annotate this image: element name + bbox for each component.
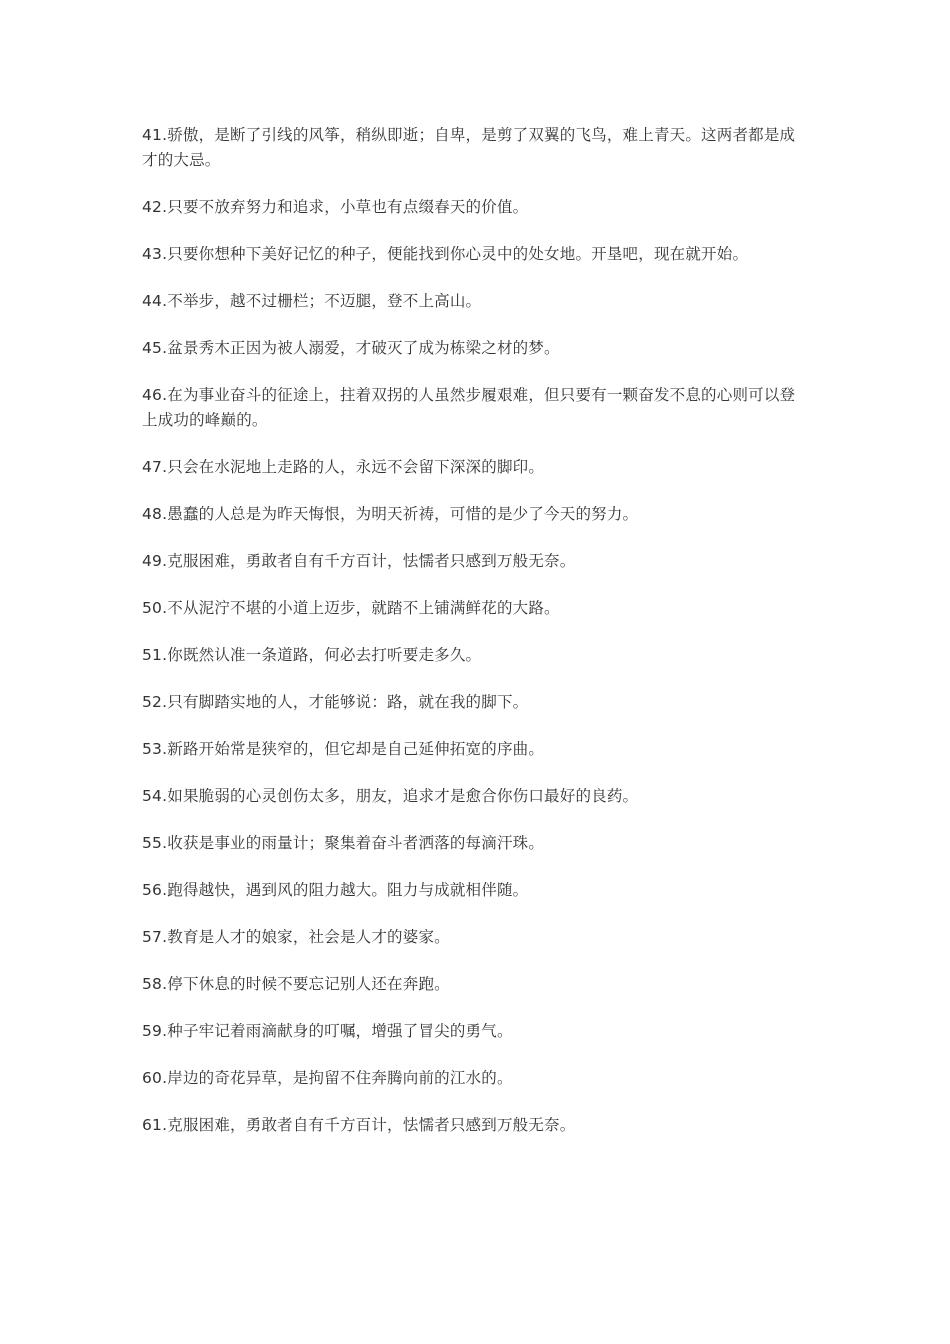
paragraph-41: 41.骄傲，是断了引线的风筝，稍纵即逝；自卑，是剪了双翼的飞鸟，难上青天。这两者都是成才的大忌。 <box>142 126 796 169</box>
paragraph-59: 59.种子牢记着雨滴献身的叮嘱，增强了冒尖的勇气。 <box>142 1022 513 1040</box>
paragraph-54: 54.如果脆弱的心灵创伤太多，朋友，追求才是愈合你伤口最好的良药。 <box>142 787 639 805</box>
paragraph-53: 53.新路开始常是狭窄的，但它却是自己延伸拓宽的序曲。 <box>142 740 545 758</box>
paragraph-49: 49.克服困难，勇敢者自有千方百计，怯懦者只感到万般无奈。 <box>142 552 576 570</box>
paragraph-51: 51.你既然认准一条道路，何必去打听要走多久。 <box>142 646 482 664</box>
paragraph-44: 44.不举步，越不过栅栏；不迈腿，登不上高山。 <box>142 292 482 310</box>
paragraph-60: 60.岸边的奇花异草，是拘留不住奔腾向前的江水的。 <box>142 1069 513 1087</box>
paragraph-43: 43.只要你想种下美好记忆的种子，便能找到你心灵中的处女地。开垦吧，现在就开始。 <box>142 245 749 263</box>
paragraph-57: 57.教育是人才的娘家，社会是人才的婆家。 <box>142 928 450 946</box>
paragraph-55: 55.收获是事业的雨量计；聚集着奋斗者洒落的每滴汗珠。 <box>142 834 545 852</box>
paragraph-46: 46.在为事业奋斗的征途上，拄着双拐的人虽然步履艰难，但只要有一颗奋发不息的心则可以登上成功的峰巅的。 <box>142 386 796 429</box>
paragraph-52: 52.只有脚踏实地的人，才能够说：路，就在我的脚下。 <box>142 693 529 711</box>
paragraph-58: 58.停下休息的时候不要忘记别人还在奔跑。 <box>142 975 450 993</box>
paragraph-48: 48.愚蠢的人总是为昨天悔恨，为明天祈祷，可惜的是少了今天的努力。 <box>142 505 639 523</box>
paragraph-42: 42.只要不放弃努力和追求，小草也有点缀春天的价值。 <box>142 198 529 216</box>
paragraph-61: 61.克服困难，勇敢者自有千方百计，怯懦者只感到万般无奈。 <box>142 1116 576 1134</box>
paragraph-56: 56.跑得越快，遇到风的阻力越大。阻力与成就相伴随。 <box>142 881 529 899</box>
paragraph-45: 45.盆景秀木正因为被人溺爱，才破灭了成为栋梁之材的梦。 <box>142 339 560 357</box>
paragraph-47: 47.只会在水泥地上走路的人，永远不会留下深深的脚印。 <box>142 458 545 476</box>
paragraph-50: 50.不从泥泞不堪的小道上迈步，就踏不上铺满鲜花的大路。 <box>142 599 560 617</box>
document-body <box>142 123 808 1160</box>
